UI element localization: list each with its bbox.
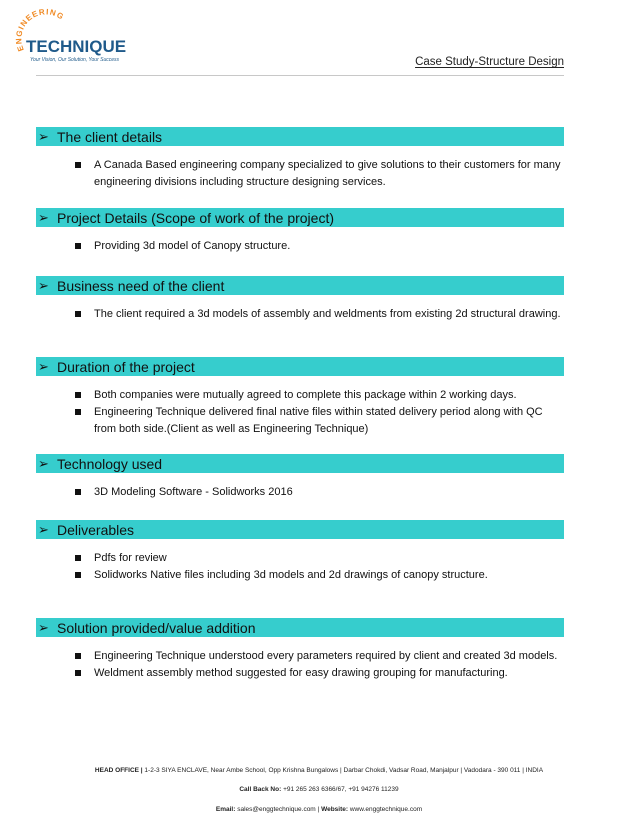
section-heading-bar (36, 618, 564, 637)
section-heading-bar (36, 127, 564, 146)
section-heading-bar (36, 357, 564, 376)
footer-call-text: +91 265 263 6366/67, +91 94276 11239 (283, 786, 399, 793)
square-bullet-icon (75, 489, 81, 495)
arrow-bullet-icon: ➢ (38, 277, 49, 293)
section-heading: Business need of the client (57, 277, 225, 294)
list-item-text: A Canada Based engineering company specialized to give solutions to their customers for many engineering divisions including structure designing services. (94, 159, 561, 188)
footer-call-label: Call Back No: (239, 786, 282, 793)
logo-arc-text: ENGINEERING (14, 7, 66, 53)
section-list (36, 550, 564, 584)
list-item (36, 648, 564, 665)
header-divider (36, 75, 564, 76)
section-list (36, 484, 564, 501)
square-bullet-icon (75, 572, 81, 578)
section-heading: Deliverables (57, 521, 135, 538)
section (36, 618, 564, 682)
section (36, 127, 564, 191)
section (36, 357, 564, 438)
arrow-bullet-icon: ➢ (38, 358, 49, 374)
section-heading-bar (36, 208, 564, 227)
square-bullet-icon (75, 670, 81, 676)
section-heading-bar (36, 520, 564, 539)
footer-office-label: HEAD OFFICE | (94, 767, 143, 774)
square-bullet-icon (75, 243, 81, 249)
list-item (36, 404, 564, 438)
list-item-text: 3D Modeling Software - Solidworks 2016 (94, 486, 293, 498)
list-item-text: Providing 3d model of Canopy structure. (94, 240, 291, 252)
square-bullet-icon (75, 311, 81, 317)
list-item-text: Solidworks Native files including 3d models and 2d drawings of canopy structure. (94, 569, 488, 581)
arrow-bullet-icon: ➢ (38, 128, 49, 144)
arrow-bullet-icon: ➢ (38, 521, 49, 537)
footer-address (0, 767, 638, 774)
section-heading: Project Details (Scope of work of the project) (57, 209, 335, 226)
list-item (36, 306, 564, 323)
square-bullet-icon (75, 653, 81, 659)
section (36, 276, 564, 323)
section (36, 520, 564, 584)
list-item-text: Engineering Technique delivered final native files within stated delivery period along with QC from both side.(Client as well as Engineering Technique) (94, 406, 543, 435)
arrow-bullet-icon: ➢ (38, 209, 49, 225)
square-bullet-icon (75, 162, 81, 168)
section (36, 208, 564, 255)
list-item (36, 157, 564, 191)
footer-phone (0, 786, 638, 793)
square-bullet-icon (75, 409, 81, 415)
section-list (36, 648, 564, 682)
logo-tagline: Your Vision, Our Solution, Your Success (30, 57, 120, 63)
company-logo (10, 6, 150, 66)
section-list (36, 306, 564, 323)
section-list (36, 157, 564, 191)
list-item-text: The client required a 3d models of assembly and weldments from existing 2d structural drawing. (94, 308, 561, 320)
section-list (36, 387, 564, 438)
list-item (36, 238, 564, 255)
list-item-text: Engineering Technique understood every parameters required by client and created 3d models. (94, 650, 558, 662)
section-heading: Solution provided/value addition (57, 619, 256, 636)
footer-office-text: 1-2-3 SIYA ENCLAVE, Near Ambe School, Opp Krishna Bungalows | Darbar Chokdi, Vadsar Road, Manjalpur | Vadodara - 390 011 | INDIA (144, 767, 544, 774)
section-heading: Duration of the project (57, 358, 195, 375)
footer-contact (0, 806, 638, 813)
section-heading-bar (36, 454, 564, 473)
list-item (36, 387, 564, 404)
section-heading-bar (36, 276, 564, 295)
section-heading: The client details (57, 128, 163, 145)
list-item (36, 550, 564, 567)
list-item-text: Both companies were mutually agreed to complete this package within 2 working days. (94, 389, 517, 401)
document-title: Case Study-Structure Design (415, 56, 564, 68)
footer-website-link[interactable]: www.enggtechnique.com (349, 806, 423, 813)
list-item (36, 484, 564, 501)
arrow-bullet-icon: ➢ (38, 619, 49, 635)
square-bullet-icon (75, 555, 81, 561)
arrow-bullet-icon: ➢ (38, 455, 49, 471)
logo-name: TECHNIQUE (26, 37, 127, 56)
square-bullet-icon (75, 392, 81, 398)
list-item-text: Pdfs for review (94, 552, 167, 564)
section-list (36, 238, 564, 255)
section-heading: Technology used (57, 455, 163, 472)
list-item-text: Weldment assembly method suggested for easy drawing grouping for manufacturing. (94, 667, 508, 679)
section (36, 454, 564, 501)
footer-email-link[interactable]: sales@enggtechnique.com (237, 806, 316, 813)
footer-separator: | (317, 806, 320, 813)
footer-website-label: Website: (321, 806, 349, 813)
list-item (36, 567, 564, 584)
list-item (36, 665, 564, 682)
footer-email-label: Email: (215, 806, 236, 813)
